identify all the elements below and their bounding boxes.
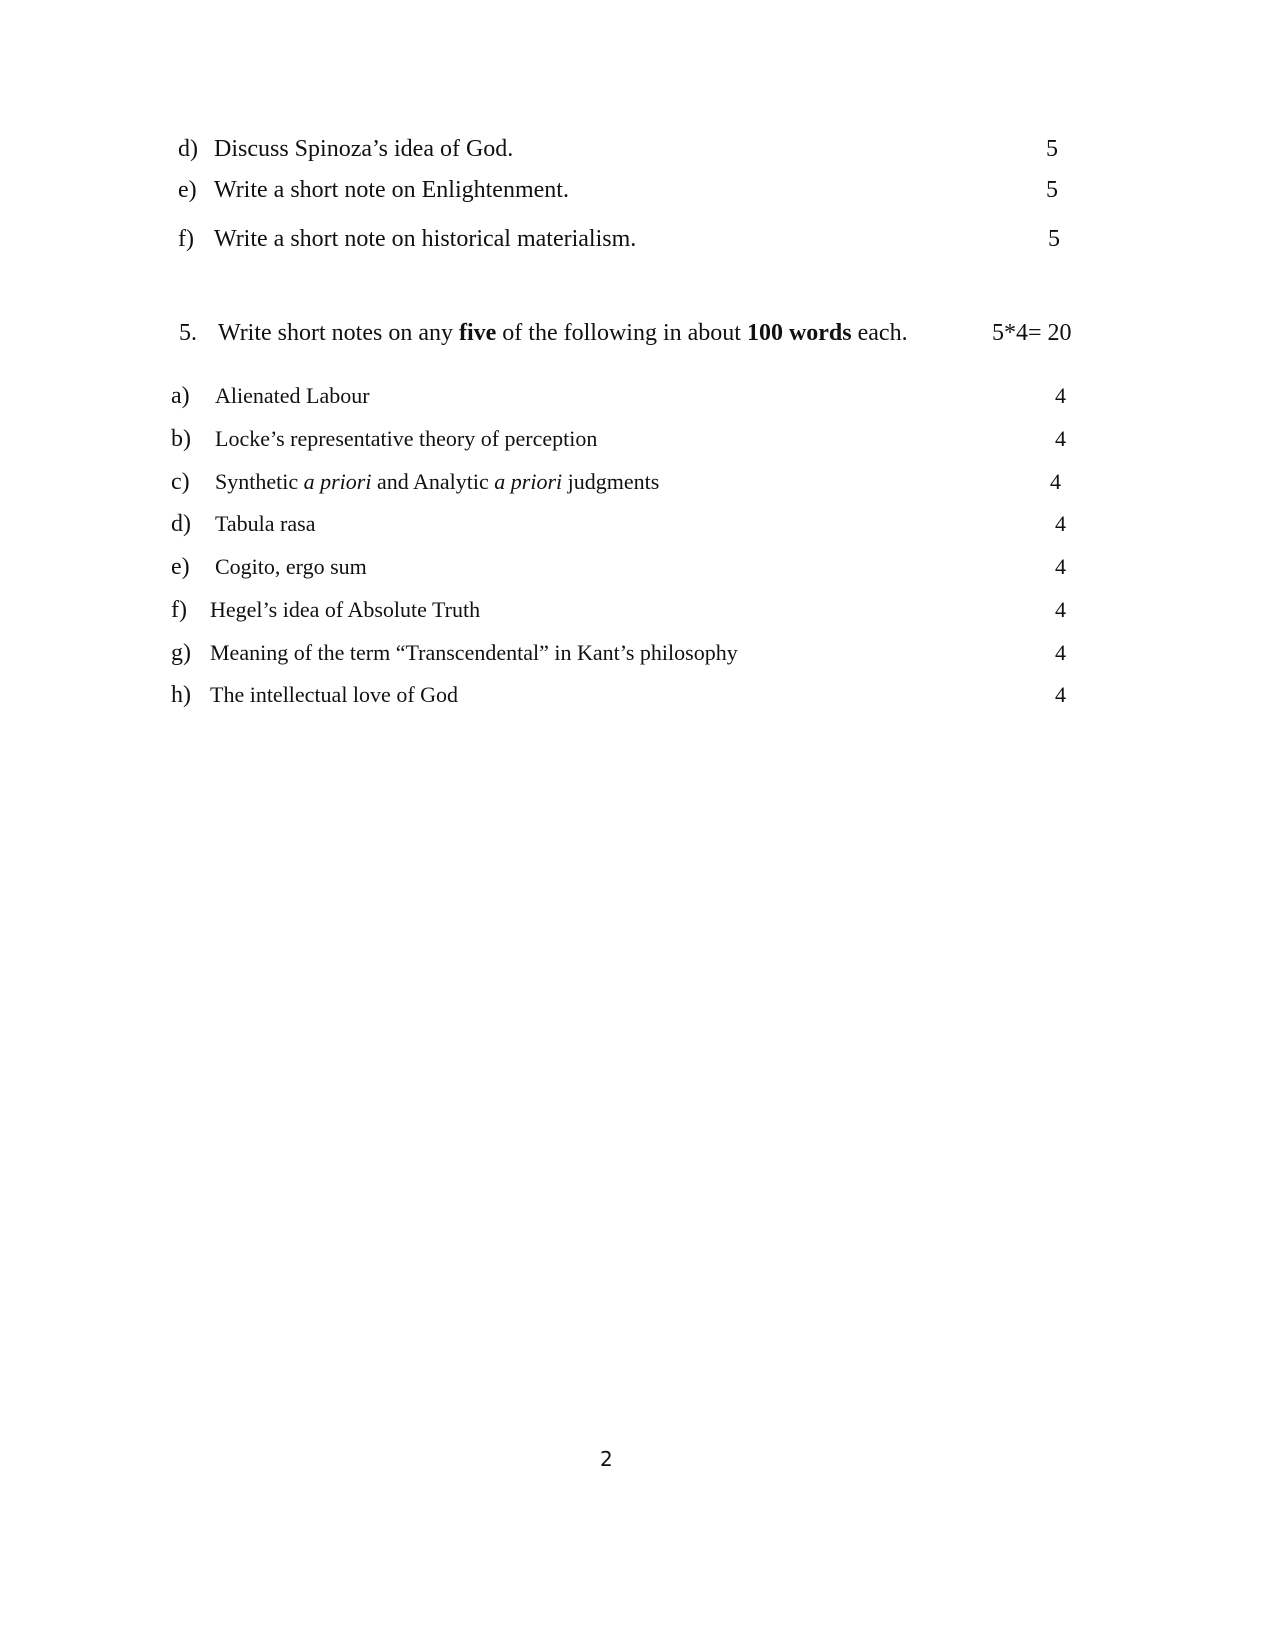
item-marks: 5	[1046, 136, 1058, 162]
item-label: c)	[171, 469, 190, 495]
item-text-italic: a priori	[303, 469, 372, 494]
item-label: h)	[171, 682, 191, 708]
item-marks: 4	[1055, 426, 1066, 451]
item-text-italic: a priori	[494, 469, 563, 494]
item-label: f)	[171, 597, 187, 623]
item-text: The intellectual love of God	[210, 682, 459, 707]
item-text: Locke’s representative theory of perception	[215, 426, 598, 451]
page-number: 2	[600, 1447, 613, 1471]
item-text: Alienated Labour	[215, 383, 370, 408]
question-marks: 5*4= 20	[992, 320, 1072, 346]
item-label: d)	[178, 136, 198, 162]
question-text-bold: 100 words	[746, 320, 852, 346]
item-label: d)	[171, 511, 191, 537]
question-number: 5.	[179, 320, 197, 346]
item-label: f)	[178, 226, 194, 252]
item-text: Hegel’s idea of Absolute Truth	[210, 597, 481, 622]
item-text: Write a short note on Enlightenment.	[214, 177, 569, 203]
question-text-part: each.	[851, 320, 908, 346]
item-marks: 4	[1050, 469, 1061, 494]
item-marks: 4	[1055, 554, 1066, 579]
item-marks: 4	[1055, 682, 1066, 707]
item-text: Discuss Spinoza’s idea of God.	[214, 136, 514, 162]
item-text: Write a short note on historical materialism.	[214, 226, 637, 252]
item-marks: 5	[1046, 177, 1058, 203]
item-marks: 4	[1055, 640, 1066, 665]
item-text	[215, 469, 659, 495]
item-label: a)	[171, 383, 190, 409]
question-text-part: of the following in about	[496, 320, 747, 346]
item-text: Meaning of the term “Transcendental” in Kant’s philosophy	[210, 640, 738, 665]
item-label: e)	[178, 177, 197, 203]
question-text	[218, 320, 908, 347]
item-label: g)	[171, 640, 191, 666]
item-text: Tabula rasa	[215, 511, 316, 536]
item-label: b)	[171, 426, 191, 452]
item-label: e)	[171, 554, 190, 580]
item-marks: 5	[1048, 226, 1060, 252]
question-text-bold: five	[458, 320, 497, 346]
item-marks: 4	[1055, 383, 1066, 408]
item-text: Cogito, ergo sum	[215, 554, 367, 579]
item-text-part: and Analytic	[371, 469, 495, 494]
item-marks: 4	[1055, 511, 1066, 536]
item-text-part: judgments	[562, 469, 660, 494]
question-text-part: Write short notes on any	[218, 320, 459, 346]
item-text-part: Synthetic	[215, 469, 304, 494]
item-marks: 4	[1055, 597, 1066, 622]
